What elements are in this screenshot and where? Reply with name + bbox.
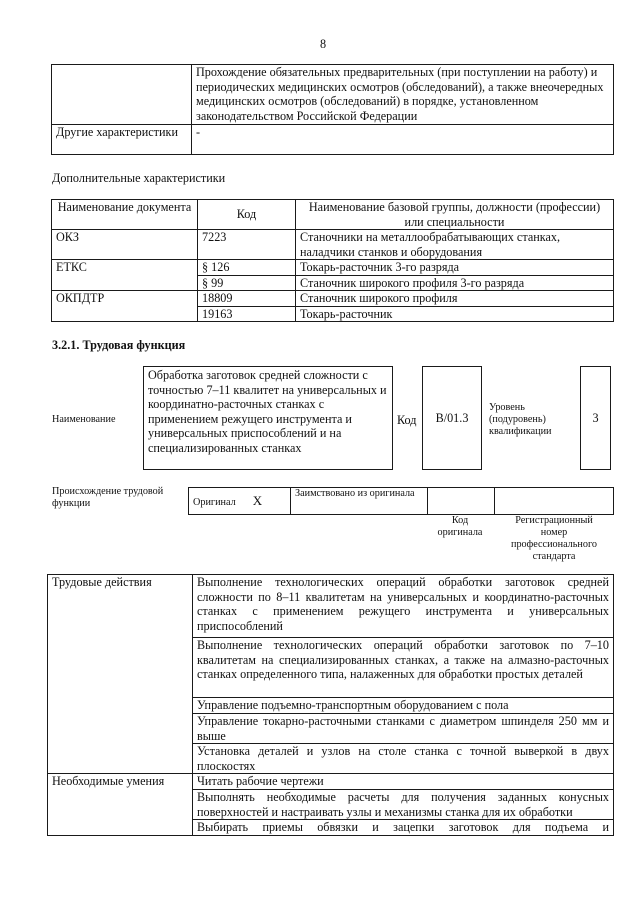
function-name-box (143, 366, 393, 470)
code-value: B/01.3 (435, 410, 469, 425)
top-table (51, 64, 614, 155)
table-row-doc: ЕТКС (52, 260, 198, 291)
table-row-name: Станочник широкого профиля 3-го разряда (296, 275, 614, 291)
table-row-doc: ОКЗ (52, 230, 198, 260)
original-label: Оригинал (193, 496, 236, 508)
duty-item: Установка деталей и узлов на столе станка с точной выверкой в двух плоскостях (193, 744, 614, 774)
other-characteristics-value: - (192, 125, 614, 155)
table-row-code: § 99 (198, 275, 296, 291)
function-name-text: Обработка заготовок средней сложности с точностью 7–11 квалитет на универсальных и координатно-расточных станках с применением режущего инструмента и универсальных приспособлений и на специализированных станках (148, 368, 387, 455)
table-row-name: Станочники на металлообрабатывающих станках, наладчики станков и оборудования (296, 230, 614, 260)
other-characteristics-label: Другие характеристики (52, 125, 192, 155)
name-label: Наименование (52, 414, 116, 425)
origin-label: Происхождение трудовой функции (52, 486, 164, 509)
duty-item: Управление подъемно-транспортным оборудованием с пола (193, 698, 614, 714)
code-original-label: Код оригинала (437, 515, 483, 538)
top-table-medical-text: Прохождение обязательных предварительных (при поступлении на работу) и периодических медицинских осмотров (обследований), а также внеочередных медицинских осмотров (обследований) в порядке, установленном законодательством Российской Федерации (192, 65, 614, 125)
duties-label: Трудовые действия (48, 575, 193, 774)
skills-label: Необходимые умения (48, 774, 193, 836)
level-box (580, 366, 611, 470)
duties-table (47, 574, 614, 836)
table-row-name: Токарь-расточник (296, 306, 614, 322)
table-row-doc: ОКПДТР (52, 291, 198, 322)
skill-item: Читать рабочие чертежи (193, 774, 614, 790)
page-number: 8 (319, 37, 327, 51)
level-label: Уровень (подуровень) квалификации (489, 402, 552, 437)
skill-item: Выбирать приемы обвязки и зацепки заготовок для подъема и (193, 820, 614, 836)
header-name: Наименование базовой группы, должности (профессии) или специальности (296, 200, 614, 230)
level-value: 3 (592, 410, 599, 425)
table-row-name: Токарь-расточник 3-го разряда (296, 260, 614, 276)
borrowed-label: Заимствовано из оригинала (291, 488, 428, 515)
duty-item: Выполнение технологических операций обработки заготовок по 7–10 квалитетам на специализированных станках, а также на алмазно-расточных станках определенного типа, налаженных для обработки простых деталей (193, 638, 614, 698)
section-title: 3.2.1. Трудовая функция (52, 338, 186, 352)
registration-number-label: Регистрационный номер профессионального стандарта (511, 515, 597, 562)
additional-table (51, 199, 614, 322)
original-mark: X (252, 492, 263, 508)
table-row-code: 18809 (198, 291, 296, 307)
additional-heading: Дополнительные характеристики (52, 171, 226, 185)
header-code: Код (198, 200, 296, 230)
table-row-code: 19163 (198, 306, 296, 322)
skill-item: Выполнять необходимые расчеты для получения заданных конусных поверхностей и настраивать узлы и механизмы станка для их обработки (193, 790, 614, 820)
origin-table (188, 487, 614, 515)
duty-item: Управление токарно-расточными станками с диаметром шпинделя 250 мм и выше (193, 714, 614, 744)
code-label: Код (397, 413, 417, 427)
duty-item: Выполнение технологических операций обработки заготовок средней сложности по 8–11 квалитетам на универсальных и координатно-расточных станках с применением режущего инструмента и универсальных приспособлений (193, 575, 614, 638)
table-row-code: 7223 (198, 230, 296, 260)
code-box (422, 366, 482, 470)
header-document: Наименование документа (52, 200, 198, 230)
table-row-name: Станочник широкого профиля (296, 291, 614, 307)
table-row-code: § 126 (198, 260, 296, 276)
